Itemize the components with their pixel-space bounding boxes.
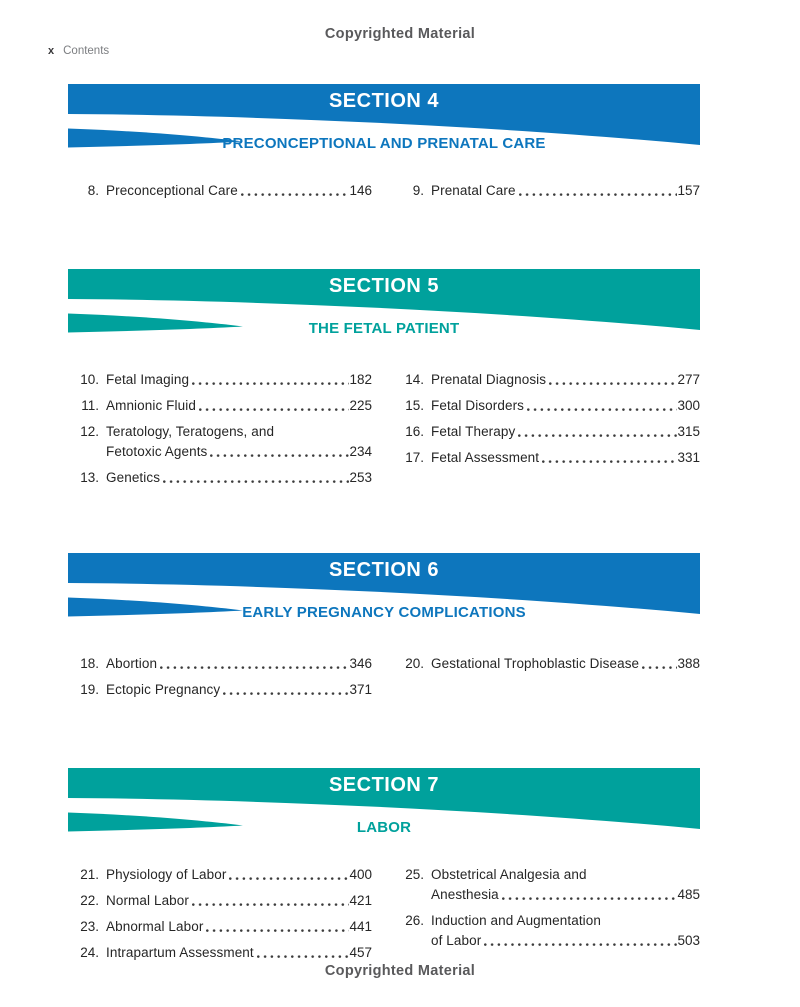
dot-leader [549, 381, 677, 386]
chapter-page: 421 [349, 893, 372, 908]
chapter-page: 441 [349, 919, 372, 934]
section-5-subtitle: THE FETAL PATIENT [308, 320, 460, 337]
chapter-page: 253 [349, 470, 372, 485]
chapter-number: 15. [405, 398, 424, 413]
right-column [400, 655, 700, 698]
dot-leader [484, 942, 677, 947]
chapter-page: 300 [677, 398, 700, 413]
toc-entry [400, 655, 700, 672]
chapter-title: Obstetrical Analgesia and [431, 867, 587, 882]
toc-entry [75, 918, 372, 935]
chapter-title: Normal Labor [106, 893, 189, 908]
toc-entry [75, 655, 372, 672]
chapter-page: 225 [349, 398, 372, 413]
dot-leader [229, 876, 349, 881]
chapter-number: 8. [87, 183, 99, 198]
page-number: x [48, 45, 55, 57]
toc-entry [75, 469, 372, 486]
chapter-number: 24. [80, 945, 99, 960]
chapter-page: 182 [349, 372, 372, 387]
dot-leader [223, 691, 349, 696]
chapter-number: 13. [80, 470, 99, 485]
toc-entry [400, 371, 700, 388]
chapter-title-line2: of Labor [431, 933, 482, 948]
right-column [400, 866, 700, 961]
toc-entry [75, 892, 372, 909]
chapter-number: 9. [412, 183, 424, 198]
toc-entry [75, 371, 372, 388]
chapter-title: Fetal Assessment [431, 450, 540, 465]
running-header [48, 45, 109, 57]
chapter-title: Fetal Imaging [106, 372, 190, 387]
chapter-number: 25. [405, 867, 424, 882]
chapter-number: 26. [405, 913, 424, 928]
right-column [400, 371, 700, 486]
chapter-page: 485 [677, 887, 700, 902]
chapter-number: 11. [81, 398, 99, 413]
section-4-banner [68, 84, 700, 150]
chapter-page: 503 [677, 933, 700, 948]
toc-entry [75, 866, 372, 883]
toc-entry [75, 944, 372, 961]
dot-leader [257, 954, 350, 959]
chapter-title: Prenatal Diagnosis [431, 372, 547, 387]
dot-leader [502, 896, 678, 901]
section-7-subtitle: LABOR [356, 819, 412, 836]
chapter-number: 17. [405, 450, 424, 465]
dot-leader [210, 453, 349, 458]
chapter-page: 146 [349, 183, 372, 198]
chapter-title: Preconceptional Care [106, 183, 238, 198]
chapter-page: 400 [349, 867, 372, 882]
dot-leader [192, 902, 349, 907]
dot-leader [241, 192, 350, 197]
chapter-number: 21. [80, 867, 99, 882]
chapter-title: Intrapartum Assessment [106, 945, 254, 960]
toc-entry [75, 681, 372, 698]
chapter-page: 277 [677, 372, 700, 387]
toc-entry [400, 866, 700, 903]
section-5-title: SECTION 5 [328, 275, 440, 297]
chapter-title: Abortion [106, 656, 158, 671]
chapter-title-line2: Fetotoxic Agents [106, 444, 208, 459]
section-5-banner [68, 269, 700, 335]
chapter-title: Fetal Disorders [431, 398, 525, 413]
left-column [75, 371, 372, 486]
toc-entry [400, 912, 700, 949]
chapter-number: 20. [405, 656, 424, 671]
chapter-page: 388 [677, 656, 700, 671]
toc-entry [400, 182, 700, 199]
chapter-title: Genetics [106, 470, 161, 485]
chapter-number: 19. [80, 682, 99, 697]
chapter-page: 371 [349, 682, 372, 697]
dot-leader [199, 407, 350, 412]
chapter-page: 315 [677, 424, 700, 439]
dot-leader [542, 459, 677, 464]
chapter-page: 157 [677, 183, 700, 198]
section-4-title: SECTION 4 [328, 90, 440, 112]
copyright-watermark-bottom: Copyrighted Material [324, 963, 476, 979]
dot-leader [192, 381, 349, 386]
chapter-title: Prenatal Care [431, 183, 516, 198]
toc-entry [75, 397, 372, 414]
left-column [75, 182, 372, 199]
chapter-title-line2: Anesthesia [431, 887, 499, 902]
chapter-page: 234 [349, 444, 372, 459]
right-column [400, 182, 700, 199]
left-column [75, 866, 372, 961]
section-6-title: SECTION 6 [328, 559, 440, 581]
section-6-subtitle: EARLY PREGNANCY COMPLICATIONS [242, 604, 526, 621]
chapter-number: 16. [405, 424, 424, 439]
chapter-page: 457 [349, 945, 372, 960]
chapter-title: Induction and Augmentation [431, 913, 601, 928]
chapter-number: 14. [405, 372, 424, 387]
dot-leader [519, 192, 678, 197]
section-4-subtitle: PRECONCEPTIONAL AND PRENATAL CARE [222, 135, 546, 152]
chapter-title: Abnormal Labor [106, 919, 204, 934]
page-label: Contents [63, 45, 110, 57]
toc-entry [400, 423, 700, 440]
section-6-entries [75, 655, 700, 698]
chapter-title: Teratology, Teratogens, and [106, 424, 275, 439]
toc-entry [400, 397, 700, 414]
chapter-number: 12. [80, 424, 99, 439]
chapter-title: Physiology of Labor [106, 867, 227, 882]
copyright-watermark-top: Copyrighted Material [324, 26, 476, 42]
toc-entry [75, 423, 372, 460]
left-column [75, 655, 372, 698]
chapter-number: 10. [80, 372, 99, 387]
section-7-banner [68, 768, 700, 834]
dot-leader [163, 479, 349, 484]
chapter-number: 22. [80, 893, 99, 908]
chapter-number: 23. [80, 919, 99, 934]
dot-leader [527, 407, 677, 412]
dot-leader [160, 665, 349, 670]
section-7-entries [75, 866, 700, 961]
section-6-banner [68, 553, 700, 619]
dot-leader [206, 928, 349, 933]
dot-leader [518, 433, 677, 438]
chapter-page: 331 [677, 450, 700, 465]
chapter-title: Ectopic Pregnancy [106, 682, 221, 697]
chapter-page: 346 [349, 656, 372, 671]
section-4-entries [75, 182, 700, 199]
toc-entry [75, 182, 372, 199]
toc-entry [400, 449, 700, 466]
chapter-title: Amnionic Fluid [106, 398, 196, 413]
chapter-title: Fetal Therapy [431, 424, 516, 439]
section-7-title: SECTION 7 [328, 774, 440, 796]
chapter-number: 18. [80, 656, 99, 671]
section-5-entries [75, 371, 700, 486]
dot-leader [642, 665, 677, 670]
chapter-title: Gestational Trophoblastic Disease [431, 656, 640, 671]
